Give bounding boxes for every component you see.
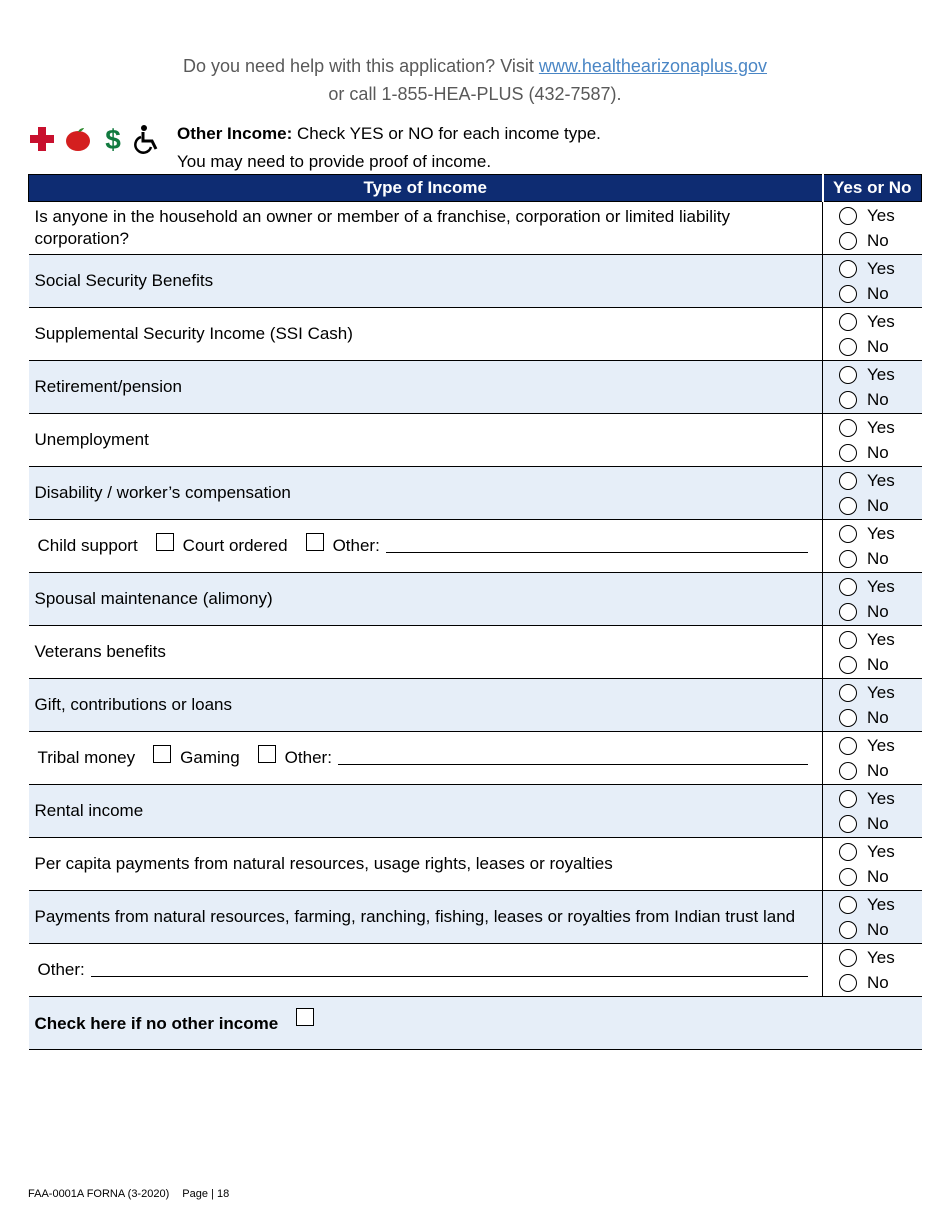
no-label: No — [867, 813, 889, 833]
no-radio[interactable] — [839, 868, 857, 886]
option-2-checkbox[interactable] — [258, 745, 276, 763]
income-label: Rental income — [29, 785, 823, 838]
income-label: Is anyone in the household an owner or member of a franchise, corporation or limited liability corporation? — [29, 202, 823, 255]
no-radio[interactable] — [839, 285, 857, 303]
option-1-label: Court ordered — [182, 536, 288, 555]
income-label: Disability / worker’s compensation — [29, 467, 823, 520]
yes-no-cell — [823, 679, 922, 732]
page-number: Page | 18 — [182, 1188, 230, 1200]
no-label: No — [867, 601, 889, 621]
no-radio[interactable] — [839, 709, 857, 727]
yes-label: Yes — [867, 205, 895, 225]
yes-no-cell — [823, 838, 922, 891]
yes-no-cell — [823, 573, 922, 626]
yes-no-cell — [823, 785, 922, 838]
help-link[interactable]: www.healthearizonaplus.gov — [538, 56, 768, 76]
help-text — [0, 52, 950, 108]
yes-radio[interactable] — [839, 737, 857, 755]
no-label: No — [867, 389, 889, 409]
help-prefix: Do you need help with this application? Visit — [182, 56, 539, 76]
yes-no-cell — [823, 891, 922, 944]
intro-line2: You may need to provide proof of income. — [177, 152, 492, 171]
option-1-checkbox[interactable] — [153, 745, 171, 763]
income-row — [29, 679, 922, 732]
no-label: No — [867, 654, 889, 674]
option-2-label: Other: — [284, 748, 332, 767]
yes-no-cell — [823, 361, 922, 414]
no-label: No — [867, 230, 889, 250]
income-row — [29, 414, 922, 467]
no-radio[interactable] — [839, 974, 857, 992]
yes-radio[interactable] — [839, 578, 857, 596]
no-label: No — [867, 972, 889, 992]
yes-no-cell — [823, 520, 922, 573]
no-label: No — [867, 919, 889, 939]
no-radio[interactable] — [839, 656, 857, 674]
income-row — [29, 891, 922, 944]
yes-radio[interactable] — [839, 896, 857, 914]
yes-radio[interactable] — [839, 525, 857, 543]
no-radio[interactable] — [839, 497, 857, 515]
wheelchair-icon — [134, 124, 162, 154]
option-2-checkbox[interactable] — [306, 533, 324, 551]
yes-label: Yes — [867, 841, 895, 861]
intro-title: Other Income: — [177, 124, 293, 143]
no-other-income-checkbox[interactable] — [296, 1008, 314, 1026]
option-1-checkbox[interactable] — [156, 533, 174, 551]
yes-no-cell — [823, 255, 922, 308]
income-row — [29, 732, 922, 785]
income-row — [29, 785, 922, 838]
income-label: Payments from natural resources, farming, ranching, fishing, leases or royalties from Indian trust land — [29, 891, 823, 944]
yes-label: Yes — [867, 470, 895, 490]
yes-label: Yes — [867, 735, 895, 755]
other-write-in-line[interactable] — [386, 551, 808, 553]
income-label: Spousal maintenance (alimony) — [29, 573, 823, 626]
yes-no-cell — [823, 414, 922, 467]
yes-no-cell — [823, 732, 922, 785]
no-other-income-label: Check here if no other income — [34, 1014, 279, 1033]
income-label: Other: — [37, 960, 85, 979]
income-row — [29, 361, 922, 414]
income-row — [29, 308, 922, 361]
yes-radio[interactable] — [839, 684, 857, 702]
no-radio[interactable] — [839, 921, 857, 939]
col-type-of-income: Type of Income — [29, 175, 823, 202]
income-row — [29, 202, 922, 255]
yes-label: Yes — [867, 311, 895, 331]
no-other-income-row — [29, 997, 922, 1050]
income-row — [29, 520, 922, 573]
income-label: Child support — [37, 536, 138, 555]
income-label: Unemployment — [29, 414, 823, 467]
income-label: Per capita payments from natural resources, usage rights, leases or royalties — [29, 838, 823, 891]
yes-label: Yes — [867, 788, 895, 808]
other-write-in-line[interactable] — [338, 763, 808, 765]
yes-radio[interactable] — [839, 472, 857, 490]
help-phone: or call 1-855-HEA-PLUS (432-7587). — [328, 84, 622, 104]
yes-label: Yes — [867, 629, 895, 649]
yes-label: Yes — [867, 894, 895, 914]
income-label: Gift, contributions or loans — [29, 679, 823, 732]
no-label: No — [867, 442, 889, 462]
yes-no-cell — [823, 308, 922, 361]
col-yes-or-no: Yes or No — [823, 175, 922, 202]
yes-label: Yes — [867, 364, 895, 384]
income-label: Supplemental Security Income (SSI Cash) — [29, 308, 823, 361]
yes-label: Yes — [867, 576, 895, 596]
no-label: No — [867, 707, 889, 727]
income-row — [29, 467, 922, 520]
income-label: Retirement/pension — [29, 361, 823, 414]
intro-line1: Check YES or NO for each income type. — [292, 124, 601, 143]
no-label: No — [867, 760, 889, 780]
no-radio[interactable] — [839, 603, 857, 621]
no-label: No — [867, 866, 889, 886]
yes-no-cell — [823, 467, 922, 520]
no-radio[interactable] — [839, 762, 857, 780]
dollar-icon — [100, 124, 126, 154]
option-1-label: Gaming — [180, 748, 240, 767]
income-row — [29, 255, 922, 308]
income-row — [29, 838, 922, 891]
no-label: No — [867, 495, 889, 515]
intro — [177, 120, 601, 176]
no-radio[interactable] — [839, 338, 857, 356]
yes-radio[interactable] — [839, 313, 857, 331]
income-label: Tribal money — [37, 748, 136, 767]
income-label: Veterans benefits — [29, 626, 823, 679]
other-write-in-line[interactable] — [91, 975, 808, 977]
yes-radio[interactable] — [839, 260, 857, 278]
income-row — [29, 626, 922, 679]
yes-no-cell — [823, 626, 922, 679]
yes-radio[interactable] — [839, 366, 857, 384]
yes-label: Yes — [867, 258, 895, 278]
yes-no-cell — [823, 202, 922, 255]
yes-radio[interactable] — [839, 790, 857, 808]
footer — [28, 1188, 229, 1200]
yes-radio[interactable] — [839, 631, 857, 649]
svg-text:$: $ — [105, 124, 121, 154]
no-radio[interactable] — [839, 232, 857, 250]
apple-icon — [64, 125, 92, 153]
yes-no-cell — [823, 944, 922, 997]
yes-radio[interactable] — [839, 207, 857, 225]
income-table — [28, 174, 922, 1050]
red-cross-icon — [28, 125, 56, 153]
no-radio[interactable] — [839, 550, 857, 568]
no-radio[interactable] — [839, 815, 857, 833]
yes-radio[interactable] — [839, 949, 857, 967]
income-row — [29, 573, 922, 626]
no-radio[interactable] — [839, 391, 857, 409]
no-label: No — [867, 283, 889, 303]
income-label: Social Security Benefits — [29, 255, 823, 308]
income-row — [29, 944, 922, 997]
yes-radio[interactable] — [839, 419, 857, 437]
no-label: No — [867, 336, 889, 356]
yes-radio[interactable] — [839, 843, 857, 861]
yes-label: Yes — [867, 682, 895, 702]
yes-label: Yes — [867, 523, 895, 543]
form-id: FAA-0001A FORNA (3-2020) — [28, 1188, 170, 1200]
no-radio[interactable] — [839, 444, 857, 462]
program-icons — [28, 122, 162, 156]
yes-label: Yes — [867, 417, 895, 437]
option-2-label: Other: — [332, 536, 380, 555]
no-label: No — [867, 548, 889, 568]
yes-label: Yes — [867, 947, 895, 967]
